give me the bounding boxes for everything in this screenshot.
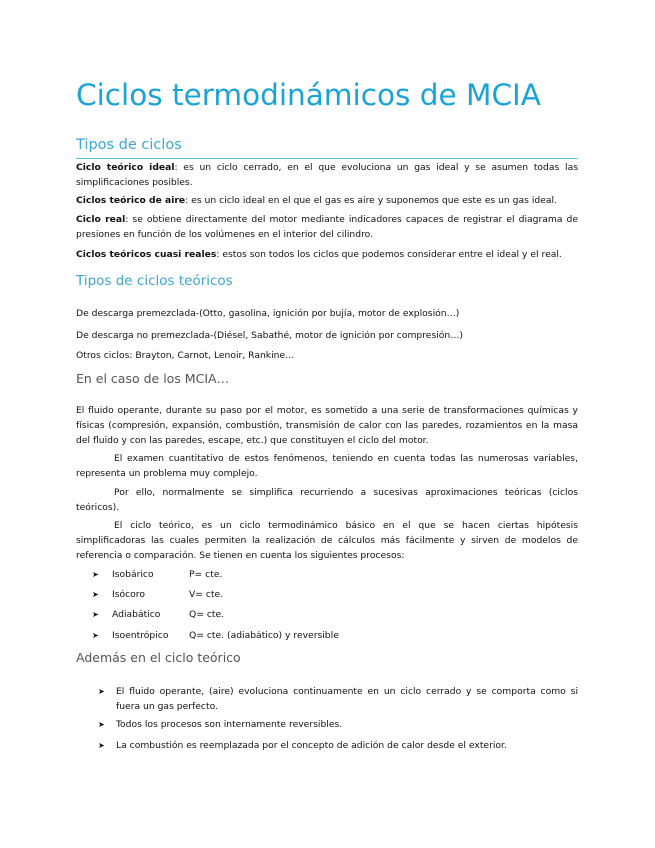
process-value: Q= cte. <box>189 609 225 620</box>
definition-text: : es un ciclo cerrado, en el que evoluciona un gas ideal y se asumen todas las simplificaciones posibles. <box>76 162 578 189</box>
list-item <box>76 738 578 754</box>
process-name: Isócoro <box>112 589 145 600</box>
list-item <box>76 717 578 733</box>
definition-text: : se obtiene directamente del motor mediante indicadores capaces de registrar el diagrama de presiones en función de los volúmenes en el interior del cilindro. <box>76 214 579 241</box>
arrow-bullet-icon: ➤ <box>92 610 99 619</box>
assumption-text: La combustión es reemplazada por el concepto de adición de calor desde el exterior. <box>116 740 507 751</box>
body-paragraph: El ciclo teórico, es un ciclo termodinámico básico en el que se hacen ciertas hipótesis simplificadoras las cuales permiten la realización de cálculos más fácilmente y sirven de modelos de referencia o comparación. Se tienen en cuenta los siguientes procesos: <box>76 520 578 562</box>
arrow-bullet-icon: ➤ <box>98 741 105 750</box>
section-heading-tipos-de-ciclos: Tipos de ciclos <box>76 137 182 153</box>
assumption-text: Todos los procesos son internamente reversibles. <box>116 719 343 730</box>
arrow-bullet-icon: ➤ <box>98 720 105 729</box>
arrow-bullet-icon: ➤ <box>92 590 99 599</box>
section-heading-caso-mcia: En el caso de los MCIA… <box>76 371 230 386</box>
body-paragraph: Por ello, normalmente se simplifica recurriendo a sucesivas aproximaciones teóricas (ciclos teóricos). <box>76 487 578 514</box>
cycle-type-line: Otros ciclos: Brayton, Carnot, Lenoir, Rankine… <box>76 350 295 361</box>
arrow-bullet-icon: ➤ <box>98 687 105 696</box>
list-item <box>76 567 578 583</box>
definition-text: : es un ciclo ideal en el que el gas es aire y suponemos que este es un gas ideal. <box>185 195 557 206</box>
definition-ciclo-teorico-aire <box>76 193 578 208</box>
process-value: P= cte. <box>189 569 223 580</box>
arrow-bullet-icon: ➤ <box>92 631 99 640</box>
list-item <box>76 607 578 623</box>
definition-ciclos-cuasi-reales <box>76 247 578 262</box>
section-heading-tipos-ciclos-teoricos: Tipos de ciclos teóricos <box>76 273 233 289</box>
definition-term: Ciclos teórico de aire <box>76 195 186 206</box>
definition-ciclo-real <box>76 212 578 242</box>
cycle-type-line: De descarga no premezclada-(Diésel, Sabathé, motor de ignición por compresión…) <box>76 330 464 341</box>
definition-term: Ciclo teórico ideal <box>76 162 175 173</box>
process-name: Isobárico <box>112 569 154 580</box>
process-name: Adiabático <box>112 609 161 620</box>
page-title: Ciclos termodinámicos de MCIA <box>76 78 541 112</box>
definition-term: Ciclos teóricos cuasi reales <box>76 249 217 260</box>
arrow-bullet-icon: ➤ <box>92 570 99 579</box>
definition-term: Ciclo real <box>76 214 126 225</box>
process-value: Q= cte. (adiabático) y reversible <box>189 630 339 641</box>
process-name: Isoentrópico <box>112 630 169 641</box>
body-paragraph: El fluido operante, durante su paso por el motor, es sometido a una serie de transformaciones químicas y físicas (compresión, expansión, combustión, transmisión de calor con las paredes, rozamientos en la masa del fluido y con las paredes, escape, etc.) que constituyen el ciclo del motor. <box>76 405 578 447</box>
definition-text: : estos son todos los ciclos que podemos considerar entre el ideal y el real. <box>216 249 562 260</box>
cycle-type-line: De descarga premezclada-(Otto, gasolina, ignición por bujía, motor de explosión…) <box>76 308 460 319</box>
list-item <box>76 628 578 644</box>
list-item <box>76 684 578 716</box>
assumption-text: El fluido operante, (aire) evoluciona continuamente en un ciclo cerrado y se comporta como si fuera un gas perfecto. <box>116 686 578 713</box>
body-paragraph: El examen cuantitativo de estos fenómenos, teniendo en cuenta todas las numerosas variables, representa un problema muy complejo. <box>76 453 578 480</box>
section-heading-ademas: Además en el ciclo teórico <box>76 650 241 665</box>
definition-ciclo-teorico-ideal <box>76 160 578 190</box>
process-value: V= cte. <box>189 589 224 600</box>
heading-underline <box>76 158 578 159</box>
list-item <box>76 587 578 603</box>
